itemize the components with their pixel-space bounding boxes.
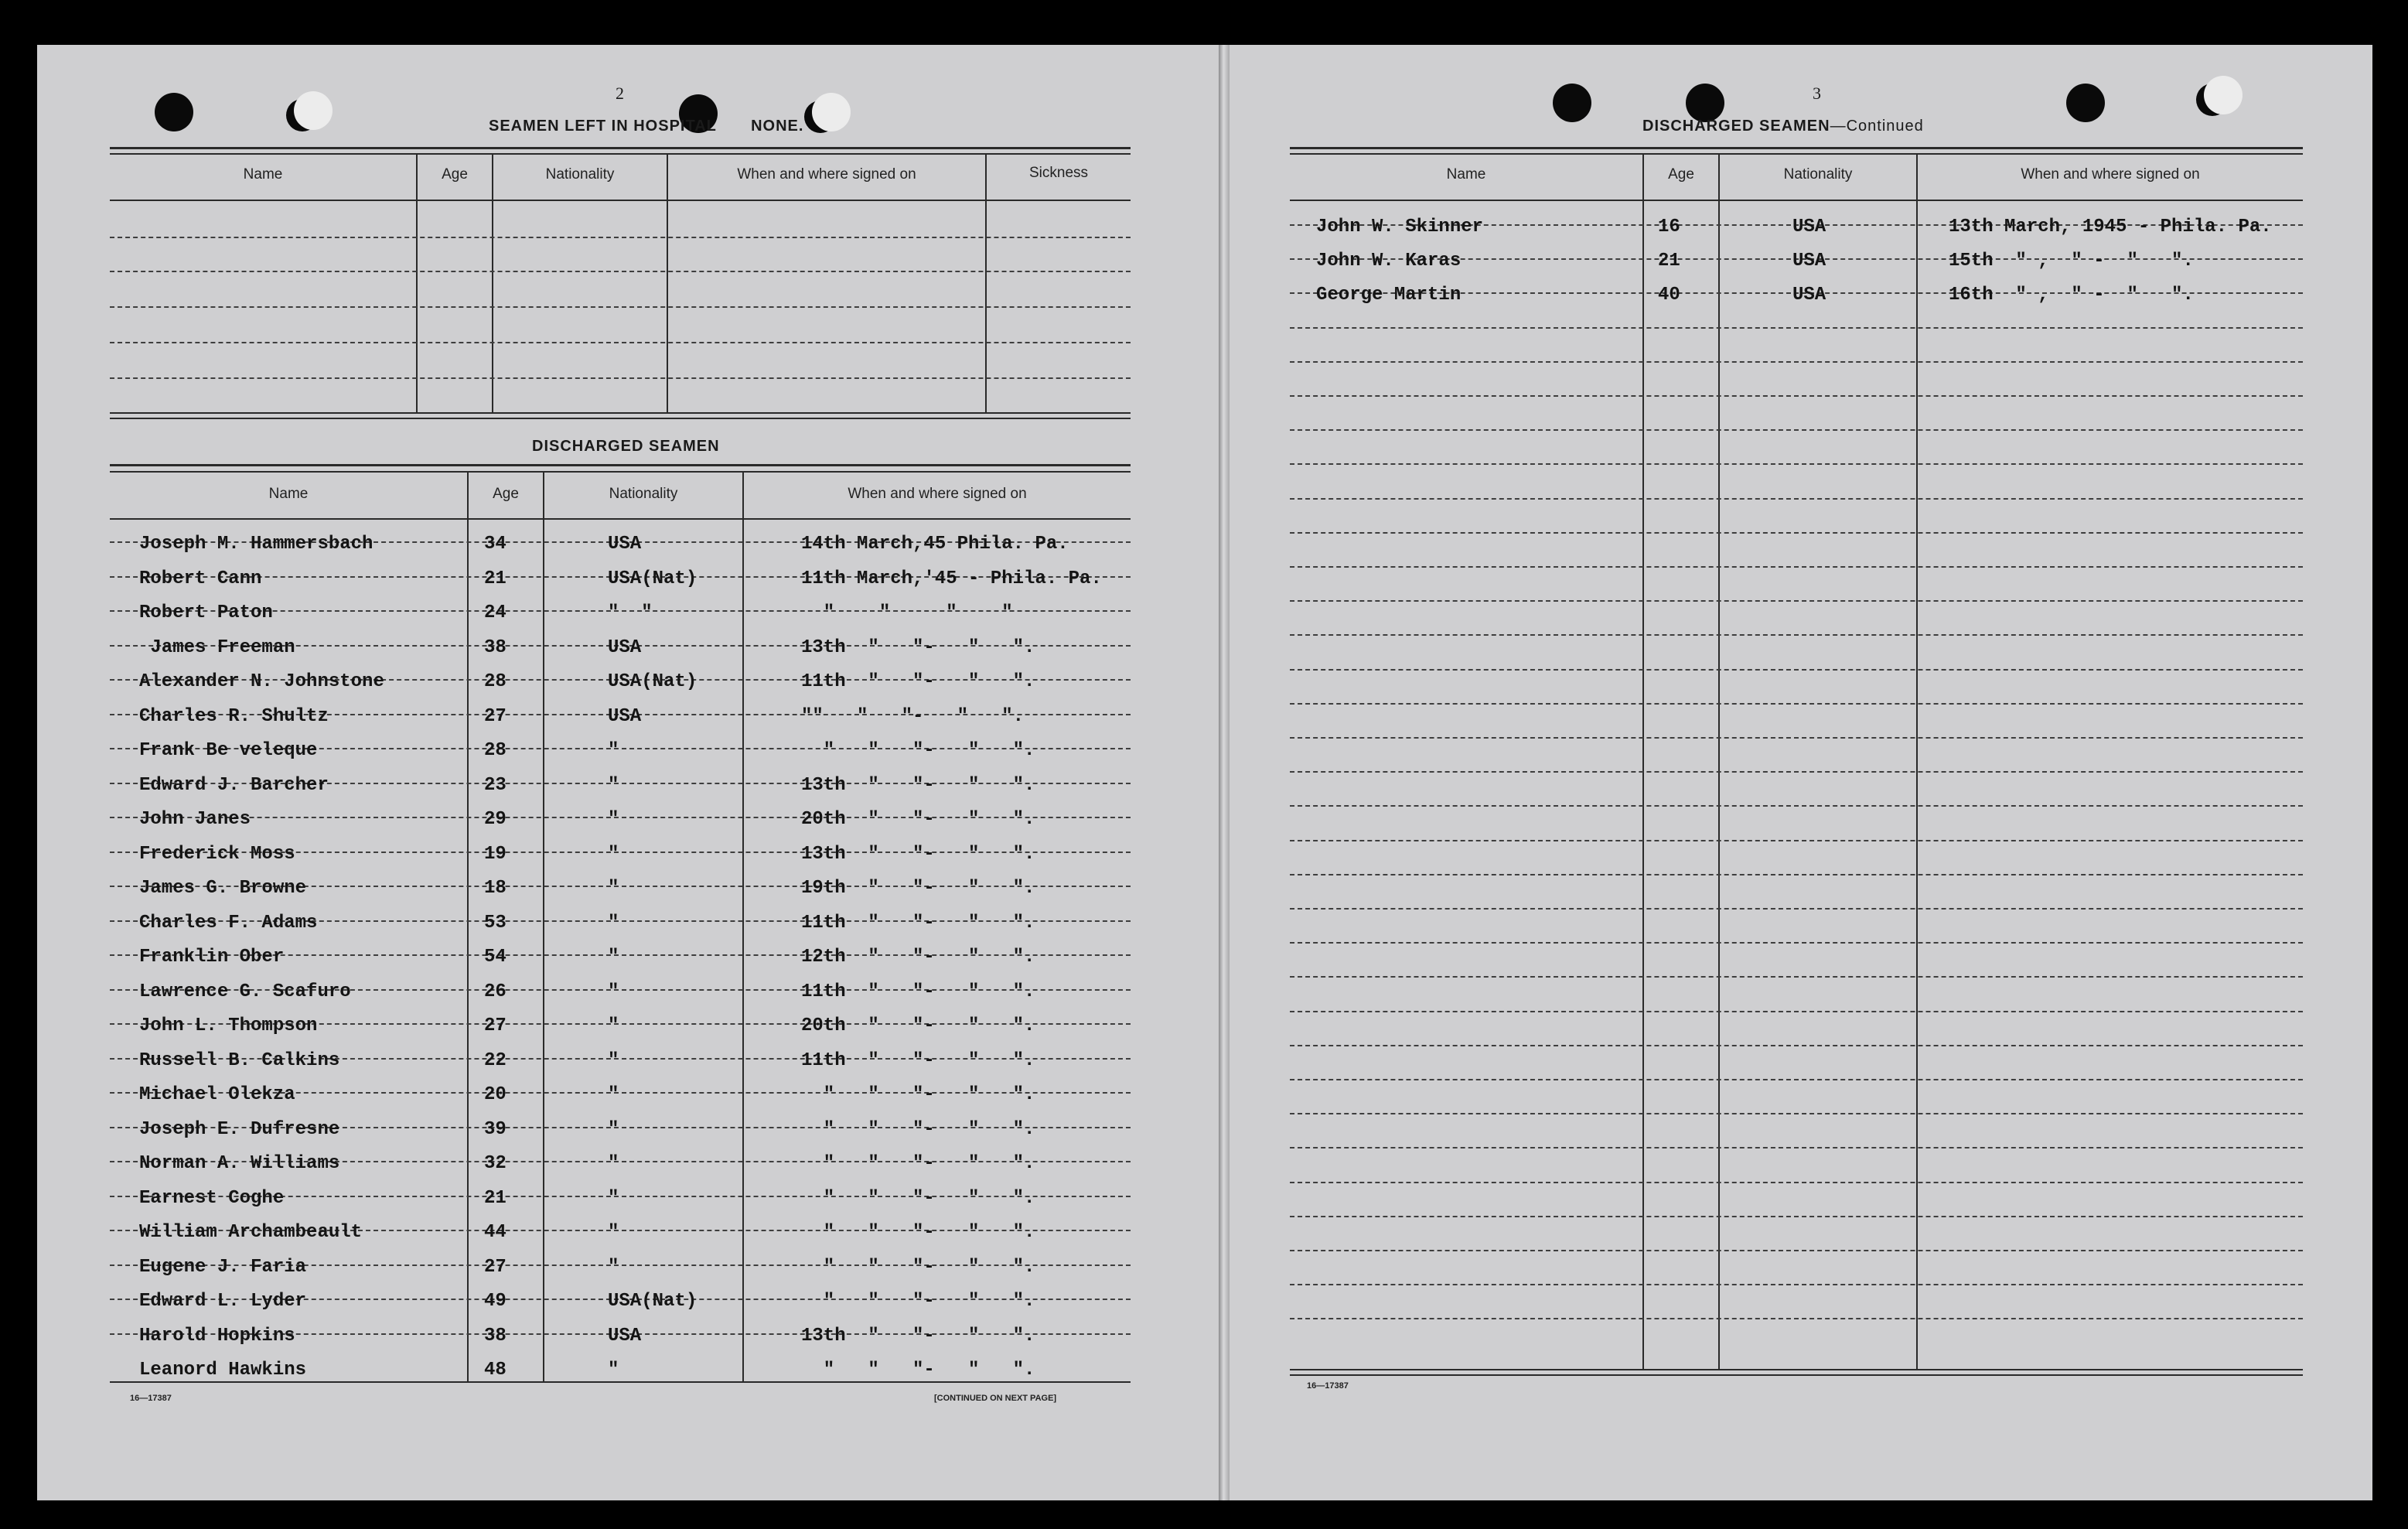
seaman-nationality: " xyxy=(608,740,619,761)
seaman-signed-on: " " "- " ". xyxy=(801,1256,1035,1278)
seaman-nationality: " xyxy=(608,1222,619,1243)
ruled-line xyxy=(1290,1011,2303,1012)
ruled-line xyxy=(1290,1079,2303,1080)
right-col-divider xyxy=(1916,155,1918,1369)
ruled-line xyxy=(1290,805,2303,807)
seaman-name: Edward J. Barcher xyxy=(139,774,329,796)
seaman-signed-on: 13th " "- " ". xyxy=(801,637,1035,658)
seaman-signed-on: 12th " "- " ". xyxy=(801,947,1035,968)
ruled-line xyxy=(1290,737,2303,739)
seaman-nationality: " xyxy=(608,947,619,968)
seaman-nationality: " xyxy=(608,1360,619,1381)
ruled-line xyxy=(1290,566,2303,568)
ruled-line xyxy=(1290,1284,2303,1285)
ruled-line xyxy=(1290,1045,2303,1046)
punch-hole-torn xyxy=(812,93,851,131)
seaman-nationality: " xyxy=(608,774,619,796)
seaman-name: Eugene J. Faria xyxy=(139,1256,307,1278)
seaman-age: 40 xyxy=(1658,285,1680,306)
ruled-line xyxy=(1290,1250,2303,1251)
right-col-divider xyxy=(1642,155,1644,1369)
seaman-age: 54 xyxy=(484,947,506,968)
ruled-line xyxy=(1290,463,2303,465)
discharged-col-divider xyxy=(543,473,544,1381)
col-header-signed-on: When and where signed on xyxy=(848,486,1027,502)
seaman-nationality: " xyxy=(608,1187,619,1209)
discharged-continued-title xyxy=(1642,118,1924,135)
seaman-name: Earnest Coghe xyxy=(139,1187,285,1209)
punch-hole xyxy=(155,93,193,131)
page-number: 2 xyxy=(616,84,624,103)
seaman-nationality: " xyxy=(608,981,619,1002)
ruled-line xyxy=(1290,498,2303,500)
discharged-header-rule xyxy=(110,518,1131,520)
seaman-age: 26 xyxy=(484,981,506,1002)
punch-hole-torn xyxy=(294,91,333,130)
ruled-line xyxy=(1290,840,2303,841)
seaman-signed-on: " " "- " ". xyxy=(801,1291,1035,1312)
ruled-line xyxy=(1290,634,2303,636)
seaman-name: John W. Karas xyxy=(1316,251,1462,272)
seaman-age: 21 xyxy=(1658,251,1680,272)
seaman-age: 21 xyxy=(484,568,506,589)
col-header-nationality: Nationality xyxy=(1783,166,1853,183)
seaman-nationality: " xyxy=(608,809,619,830)
seaman-signed-on: " " "- " ". xyxy=(801,1153,1035,1174)
seaman-name: Robert Paton xyxy=(139,602,273,623)
col-header-signed-on: When and where signed on xyxy=(737,166,916,183)
col-header-signed-on: When and where signed on xyxy=(2021,166,2200,183)
col-header-nationality: Nationality xyxy=(545,166,615,183)
seaman-nationality: USA xyxy=(608,534,642,555)
ruled-line xyxy=(1290,942,2303,944)
ruled-line xyxy=(110,237,1131,238)
book-gutter xyxy=(1219,45,1230,1500)
hospital-col-divider xyxy=(492,155,493,412)
seaman-nationality: " xyxy=(608,843,619,865)
ruled-line xyxy=(110,342,1131,343)
punch-hole xyxy=(2066,84,2105,122)
hospital-table-bottom-rule xyxy=(110,412,1131,414)
right-table-top-rule xyxy=(1290,153,2303,155)
ruled-line xyxy=(1290,1182,2303,1183)
page-number: 3 xyxy=(1813,84,1821,103)
seaman-signed-on: 11th March,'45 - Phila. Pa. xyxy=(801,568,1102,589)
punch-hole xyxy=(1686,84,1724,122)
seaman-signed-on: 13th March, 1945 - Phila. Pa. xyxy=(1949,217,2272,237)
right-col-divider xyxy=(1718,155,1720,1369)
seaman-signed-on: 13th " "- " ". xyxy=(801,774,1035,796)
seaman-age: 34 xyxy=(484,534,506,555)
seaman-name: James G. Browne xyxy=(139,878,307,899)
col-header-name: Name xyxy=(268,486,309,502)
ruled-line xyxy=(1290,1216,2303,1217)
seaman-name: Harold Hopkins xyxy=(139,1325,295,1346)
ruled-line xyxy=(1290,600,2303,602)
ruled-line xyxy=(1290,395,2303,397)
seaman-signed-on: 16th " , " - " ". xyxy=(1949,285,2194,306)
col-header-sickness: Sickness xyxy=(1028,165,1089,181)
seaman-nationality: " xyxy=(608,1153,619,1174)
discharged-table-bottom-rule xyxy=(110,1381,1131,1383)
seaman-name: John L. Thompson xyxy=(139,1015,318,1036)
seaman-age: 24 xyxy=(484,602,506,623)
seaman-name: Joseph M. Hammersbach xyxy=(139,534,373,555)
seaman-nationality: " xyxy=(608,1084,619,1105)
seaman-name: Norman A. Williams xyxy=(139,1153,340,1174)
seaman-nationality: USA xyxy=(608,1325,642,1346)
seaman-age: 21 xyxy=(484,1187,506,1209)
seaman-name: Charles F. Adams xyxy=(139,912,318,933)
right-header-rule xyxy=(1290,200,2303,201)
seaman-signed-on: " " "- " ". xyxy=(801,740,1035,761)
seaman-age: 27 xyxy=(484,1256,506,1278)
seaman-age: 48 xyxy=(484,1360,506,1381)
ruled-line xyxy=(1290,703,2303,705)
seaman-name: Russell B. Calkins xyxy=(139,1049,340,1071)
hospital-section-title xyxy=(489,118,803,135)
seaman-name: George Martin xyxy=(1316,285,1462,306)
col-header-name: Name xyxy=(243,166,283,183)
hospital-table-top-rule xyxy=(110,147,1131,149)
ruled-line xyxy=(1290,327,2303,329)
ruled-line xyxy=(1290,874,2303,875)
ruled-line xyxy=(1290,1147,2303,1148)
discharged-table-top-rule xyxy=(110,471,1131,473)
col-header-age: Age xyxy=(442,166,468,183)
seaman-signed-on: 19th " "- " ". xyxy=(801,878,1035,899)
ruled-line xyxy=(1290,908,2303,910)
seaman-nationality: USA(Nat) xyxy=(608,671,698,692)
ruled-line xyxy=(1290,532,2303,534)
col-header-name: Name xyxy=(1446,166,1486,183)
discharged-title-text: DISCHARGED SEAMEN xyxy=(1642,118,1830,135)
seaman-signed-on: 13th " "- " ". xyxy=(801,1325,1035,1346)
seaman-age: 39 xyxy=(484,1118,506,1140)
seaman-nationality: USA xyxy=(1792,285,1826,306)
seaman-nationality: USA xyxy=(608,637,642,658)
continued-label: —Continued xyxy=(1830,118,1924,135)
seaman-name: William Archambeault xyxy=(139,1222,363,1243)
left-page xyxy=(37,45,1219,1500)
ruled-line xyxy=(1290,669,2303,671)
col-header-nationality: Nationality xyxy=(609,486,678,502)
seaman-age: 27 xyxy=(484,1015,506,1036)
seaman-age: 28 xyxy=(484,740,506,761)
seaman-age: 38 xyxy=(484,1325,506,1346)
seaman-name: John W. Skinner xyxy=(1316,217,1484,237)
hospital-table-bottom-rule xyxy=(110,418,1131,419)
seaman-signed-on: " " "- " ". xyxy=(801,1118,1035,1140)
seaman-name: Alexander N. Johnstone xyxy=(139,671,384,692)
seaman-age: 20 xyxy=(484,1084,506,1105)
form-number: 16—17387 xyxy=(1307,1381,1349,1391)
right-table-top-rule xyxy=(1290,147,2303,149)
seaman-signed-on: " " " " xyxy=(801,602,1013,623)
seaman-nationality: " xyxy=(608,1049,619,1071)
seaman-nationality: " xyxy=(608,912,619,933)
discharged-section-title: DISCHARGED SEAMEN xyxy=(532,438,720,455)
ruled-line xyxy=(1290,361,2303,363)
seaman-signed-on: 20th " "- " ". xyxy=(801,809,1035,830)
seaman-age: 32 xyxy=(484,1153,506,1174)
right-table-bottom-rule xyxy=(1290,1369,2303,1370)
seaman-age: 49 xyxy=(484,1291,506,1312)
seaman-age: 23 xyxy=(484,774,506,796)
seaman-name: Frederick Moss xyxy=(139,843,295,865)
seaman-nationality: " xyxy=(608,1256,619,1278)
seaman-signed-on: 14th March,45 Phila. Pa. xyxy=(801,534,1069,555)
seaman-signed-on: "" " "- " ". xyxy=(801,705,1025,727)
hospital-col-divider xyxy=(667,155,668,412)
seaman-name: Joseph E. Dufresne xyxy=(139,1118,340,1140)
continued-note: [CONTINUED ON NEXT PAGE] xyxy=(934,1394,1057,1403)
col-header-age: Age xyxy=(1668,166,1694,183)
seaman-nationality: USA xyxy=(1792,217,1826,237)
seaman-name: Edward L. Lyder xyxy=(139,1291,307,1312)
seaman-signed-on: " " "- " ". xyxy=(801,1360,1035,1381)
seaman-signed-on: 15th " , " - " ". xyxy=(1949,251,2194,272)
seaman-signed-on: 20th " "- " ". xyxy=(801,1015,1035,1036)
seaman-age: 16 xyxy=(1658,217,1680,237)
ruled-line xyxy=(1290,429,2303,431)
seaman-nationality: USA xyxy=(608,705,642,727)
ruled-line xyxy=(1290,1113,2303,1114)
seaman-name: John Janes xyxy=(139,809,251,830)
seaman-signed-on: 11th " "- " ". xyxy=(801,1049,1035,1071)
seaman-signed-on: 11th " "- " ". xyxy=(801,912,1035,933)
seaman-age: 28 xyxy=(484,671,506,692)
seaman-age: 38 xyxy=(484,637,506,658)
seaman-nationality: " " xyxy=(608,602,653,623)
seaman-age: 44 xyxy=(484,1222,506,1243)
seaman-signed-on: 11th " "- " ". xyxy=(801,981,1035,1002)
hospital-col-divider xyxy=(985,155,987,412)
seaman-age: 19 xyxy=(484,843,506,865)
ruled-line xyxy=(1290,771,2303,773)
seaman-name: Robert Cann xyxy=(139,568,262,589)
hospital-note: NONE. xyxy=(751,118,804,135)
right-table-bottom-rule xyxy=(1290,1374,2303,1376)
seaman-nationality: USA(Nat) xyxy=(608,568,698,589)
seaman-signed-on: " " "- " ". xyxy=(801,1187,1035,1209)
seaman-name: Leanord Hawkins xyxy=(139,1360,307,1381)
ruled-line xyxy=(1290,976,2303,978)
seaman-age: 27 xyxy=(484,705,506,727)
seaman-age: 22 xyxy=(484,1049,506,1071)
seaman-age: 18 xyxy=(484,878,506,899)
form-number: 16—17387 xyxy=(130,1394,172,1403)
seaman-age: 29 xyxy=(484,809,506,830)
ruled-line xyxy=(1290,1318,2303,1319)
seaman-signed-on: " " "- " ". xyxy=(801,1222,1035,1243)
discharged-col-divider xyxy=(467,473,469,1381)
seaman-nationality: USA xyxy=(1792,251,1826,272)
seaman-name: Frank Be veleque xyxy=(139,740,318,761)
seaman-nationality: " xyxy=(608,1118,619,1140)
hospital-col-divider xyxy=(416,155,418,412)
seaman-name: James Freeman xyxy=(139,637,295,658)
hospital-title-text: SEAMEN LEFT IN HOSPITAL xyxy=(489,118,717,135)
seaman-name: Franklin Ober xyxy=(139,947,285,968)
seaman-signed-on: 11th " "- " ". xyxy=(801,671,1035,692)
seaman-nationality: " xyxy=(608,1015,619,1036)
discharged-table-top-rule xyxy=(110,464,1131,466)
ruled-line xyxy=(110,271,1131,272)
ruled-line xyxy=(110,377,1131,379)
punch-hole-torn xyxy=(2204,76,2243,114)
hospital-table-top-rule xyxy=(110,153,1131,155)
col-header-age: Age xyxy=(493,486,519,502)
seaman-name: Lawrence G. Scafuro xyxy=(139,981,351,1002)
ruled-line xyxy=(110,306,1131,308)
punch-hole xyxy=(1553,84,1591,122)
seaman-age: 53 xyxy=(484,912,506,933)
seaman-signed-on: " " "- " ". xyxy=(801,1084,1035,1105)
seaman-nationality: USA(Nat) xyxy=(608,1291,698,1312)
hospital-header-rule xyxy=(110,200,1131,201)
seaman-name: Michael Olekza xyxy=(139,1084,295,1105)
seaman-nationality: " xyxy=(608,878,619,899)
seaman-name: Charles R. Shultz xyxy=(139,705,329,727)
seaman-signed-on: 13th " "- " ". xyxy=(801,843,1035,865)
discharged-col-divider xyxy=(742,473,744,1381)
